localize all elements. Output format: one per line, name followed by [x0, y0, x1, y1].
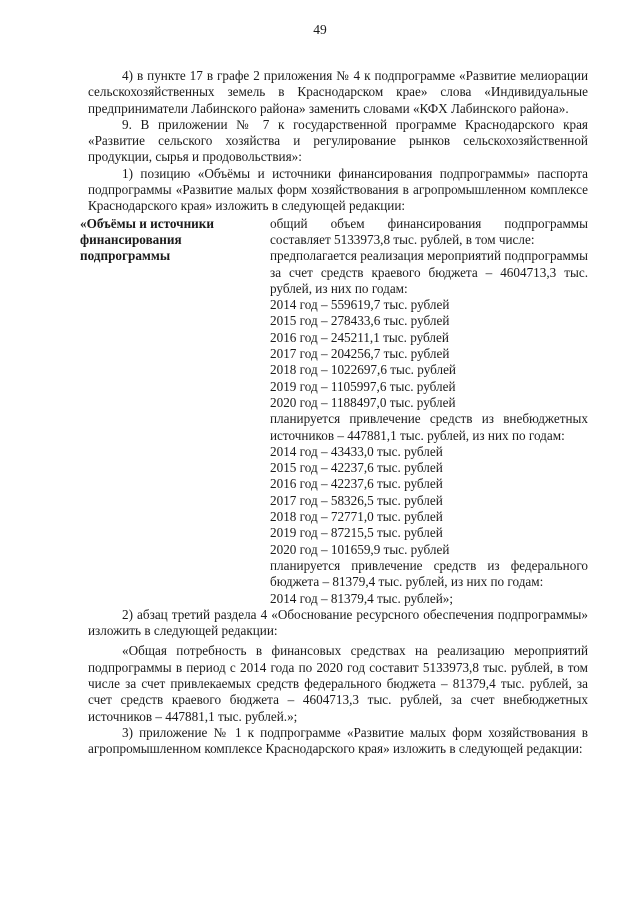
extrabudget-year-2019: 2019 год – 87215,5 тыс. рублей — [270, 525, 443, 541]
regional-year-2019: 2019 год – 1105997,6 тыс. рублей — [270, 378, 456, 394]
extrabudget-year-2017: 2017 год – 58326,5 тыс. рублей — [270, 492, 443, 508]
federal-year-2014: 2014 год – 81379,4 тыс. рублей»; — [270, 590, 454, 606]
extrabudget-year-2015: 2015 год – 42237,6 тыс. рублей — [270, 460, 443, 476]
passport-intro: общий объем финансирования подпрограммы составляет 5133973,8 тыс. рублей, в том числе: — [270, 215, 588, 247]
passport-regional-intro: предполагается реализация мероприятий подпрограммы за счет средств краевого бюджета – 4604713,3 тыс. рублей, из них по годам: — [270, 248, 588, 296]
regional-year-2020: 2020 год – 1188497,0 тыс. рублей — [270, 394, 456, 410]
extrabudget-year-2016: 2016 год – 42237,6 тыс. рублей — [270, 476, 443, 492]
passport-extrabudget-intro: планируется привлечение средств из внебюджетных источников – 447881,1 тыс. рублей, из них по годам: — [270, 411, 588, 443]
paragraph-item-4: 4) в пункте 17 в графе 2 приложения № 4 к подпрограмме «Развитие мелиорации сельскохозяйственных земель в Краснодарском крае» слова «Индивидуальные предприниматели Лабинского района» заменить словами «КФХ Лабинского района». — [88, 68, 588, 116]
regional-year-2017: 2017 год – 204256,7 тыс. рублей — [270, 346, 450, 362]
passport-body — [270, 216, 588, 607]
paragraph-item-3: 3) приложение № 1 к подпрограмме «Развитие малых форм хозяйствования в агропромышленном комплексе Краснодарского края» изложить в следующей редакции: — [88, 724, 588, 757]
regional-year-2014: 2014 год – 559619,7 тыс. рублей — [270, 297, 450, 313]
regional-year-2015: 2015 год – 278433,6 тыс. рублей — [270, 313, 450, 329]
extrabudget-year-2018: 2018 год – 72771,0 тыс. рублей — [270, 509, 443, 525]
paragraph-item-2: 2) абзац третий раздела 4 «Обоснование ресурсного обеспечения подпрограммы» изложить в следующей редакции: — [88, 606, 588, 639]
paragraph-section-9: 9. В приложении № 7 к государственной программе Краснодарского края «Развитие сельского хозяйства и регулирование рынков сельскохозяйственной продукции, сырья и продовольствия»: — [88, 116, 588, 165]
page-number: 49 — [313, 22, 327, 37]
paragraph-quote-total: «Общая потребность в финансовых средствах на реализацию мероприятий подпрограммы в период с 2014 года по 2020 год составит 5133973,8 тыс. рублей, в том числе за счет привлекаемых средств федерального бюджета – 81379,4 тыс. рублей, за счет средств краевого бюджета – 4604713,3 тыс. рублей, за счет внебюджетных источников – 447881,1 тыс. рублей.»; — [88, 643, 588, 724]
passport-financing-block — [80, 215, 588, 607]
document-body — [80, 68, 588, 757]
regional-year-2018: 2018 год – 1022697,6 тыс. рублей — [270, 362, 456, 378]
paragraph-item-1: 1) позицию «Объёмы и источники финансирования подпрограммы» паспорта подпрограммы «Развитие малых форм хозяйствования в агропромышленном комплексе Краснодарского края» изложить в следующей редакции: — [88, 165, 588, 214]
regional-year-2016: 2016 год – 245211,1 тыс. рублей — [270, 329, 449, 345]
passport-label: «Объёмы и источники финансирования подпрограммы — [80, 215, 214, 264]
extrabudget-year-2020: 2020 год – 101659,9 тыс. рублей — [270, 541, 450, 557]
passport-federal-intro: планируется привлечение средств из федерального бюджета – 81379,4 тыс. рублей, из них по годам: — [270, 557, 588, 590]
extrabudget-year-2014: 2014 год – 43433,0 тыс. рублей — [270, 443, 443, 459]
